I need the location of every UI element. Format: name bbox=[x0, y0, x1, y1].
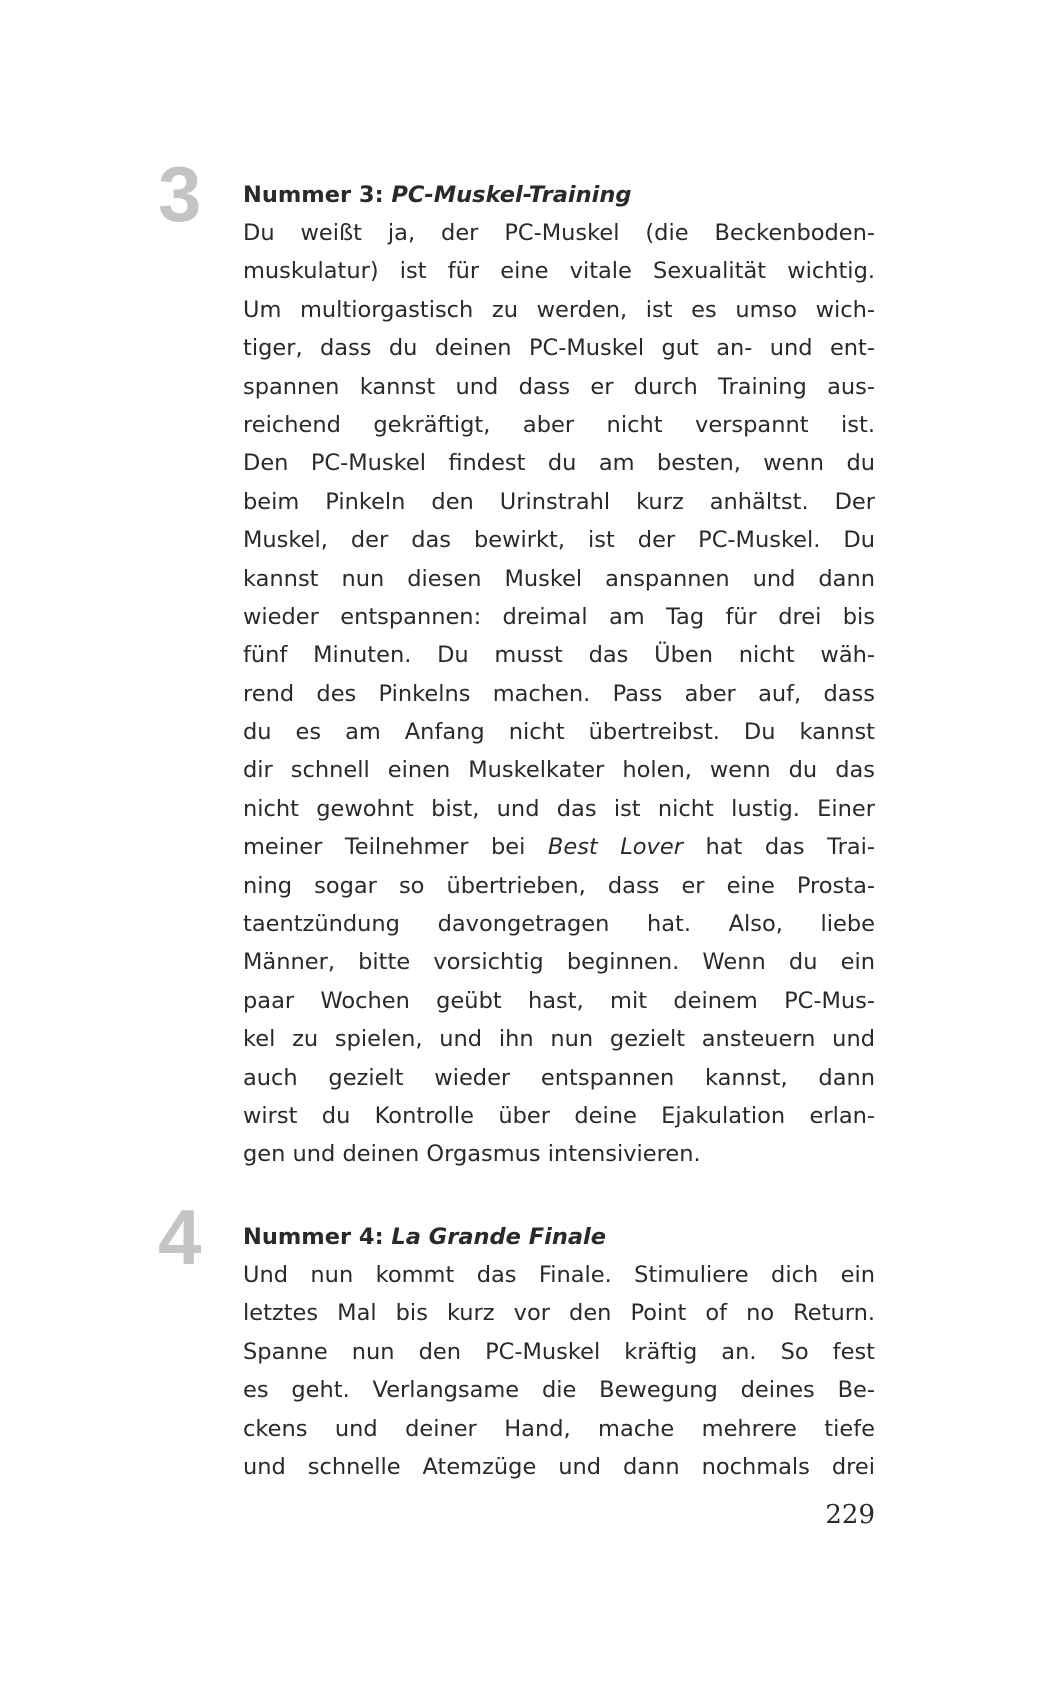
text-line: und schnelle Atemzüge und dann nochmals drei bbox=[243, 1453, 875, 1480]
page-number: 229 bbox=[825, 1500, 875, 1530]
text-line: paar Wochen geübt hast, mit deinem PC-Mus- bbox=[243, 987, 875, 1014]
text-line: gen und deinen Orgasmus intensivieren. bbox=[243, 1141, 701, 1168]
text-line: spannen kannst und dass er durch Training aus- bbox=[243, 373, 875, 400]
text-line: du es am Anfang nicht übertreibst. Du kannst bbox=[243, 719, 875, 746]
text-line: reichend gekräftigt, aber nicht verspannt ist. bbox=[243, 411, 875, 438]
section-pc-muskel-training bbox=[243, 176, 875, 1174]
text-line: muskulatur) ist für eine vitale Sexualität wichtig. bbox=[243, 258, 875, 285]
text-line: taentzündung davongetragen hat. Also, liebe bbox=[243, 911, 875, 938]
text-line: rend des Pinkelns machen. Pass aber auf, dass bbox=[243, 680, 875, 707]
text-line: Den PC-Muskel findest du am besten, wenn du bbox=[243, 450, 875, 477]
text-line: Spanne nun den PC-Muskel kräftig an. So fest bbox=[243, 1338, 875, 1365]
text-line: es geht. Verlangsame die Bewegung deines Be- bbox=[243, 1377, 875, 1404]
section-body bbox=[243, 1256, 875, 1486]
section-heading bbox=[243, 1218, 875, 1256]
text-line: kannst nun diesen Muskel anspannen und dann bbox=[243, 565, 875, 592]
section-number-4: 4 bbox=[158, 1193, 200, 1281]
text-line: nicht gewohnt bist, und das ist nicht lustig. Einer bbox=[243, 795, 875, 822]
text-line: Männer, bitte vorsichtig beginnen. Wenn du ein bbox=[243, 949, 875, 976]
heading-title: PC-Muskel-Training bbox=[391, 182, 632, 208]
text-line: wieder entspannen: dreimal am Tag für drei bis bbox=[243, 603, 875, 630]
section-number-3: 3 bbox=[158, 150, 200, 238]
text-line: dir schnell einen Muskelkater holen, wenn du das bbox=[243, 757, 875, 784]
text-line: Um multiorgastisch zu werden, ist es umso wich- bbox=[243, 296, 875, 323]
section-la-grande-finale bbox=[243, 1218, 875, 1486]
text-line: Du weißt ja, der PC-Muskel (die Beckenboden- bbox=[243, 220, 875, 246]
text-line: ning sogar so übertrieben, dass er eine Prosta- bbox=[243, 872, 875, 899]
section-body bbox=[243, 214, 875, 1174]
text-line: Und nun kommt das Finale. Stimuliere dich ein bbox=[243, 1262, 875, 1288]
text-line: fünf Minuten. Du musst das Üben nicht wäh- bbox=[243, 642, 875, 669]
text-line: letztes Mal bis kurz vor den Point of no Return. bbox=[243, 1300, 875, 1327]
text-line: auch gezielt wieder entspannen kannst, dann bbox=[243, 1064, 875, 1091]
text-line: Muskel, der das bewirkt, ist der PC-Muskel. Du bbox=[243, 527, 875, 554]
section-heading bbox=[243, 176, 875, 214]
heading-prefix: Nummer 3: bbox=[243, 182, 392, 208]
text-line: beim Pinkeln den Urinstrahl kurz anhältst. Der bbox=[243, 488, 875, 515]
text-line: meiner Teilnehmer bei Best Lover hat das Trai- bbox=[243, 834, 876, 861]
emphasis-text: Best Lover bbox=[547, 834, 683, 861]
text-line: tiger, dass du deinen PC-Muskel gut an- und ent- bbox=[243, 335, 875, 362]
heading-prefix: Nummer 4: bbox=[243, 1224, 392, 1250]
text-line: ckens und deiner Hand, mache mehrere tiefe bbox=[243, 1415, 875, 1442]
heading-title: La Grande Finale bbox=[391, 1224, 606, 1250]
text-line: kel zu spielen, und ihn nun gezielt ansteuern und bbox=[243, 1026, 875, 1053]
text-line: wirst du Kontrolle über deine Ejakulation erlan- bbox=[243, 1102, 875, 1129]
